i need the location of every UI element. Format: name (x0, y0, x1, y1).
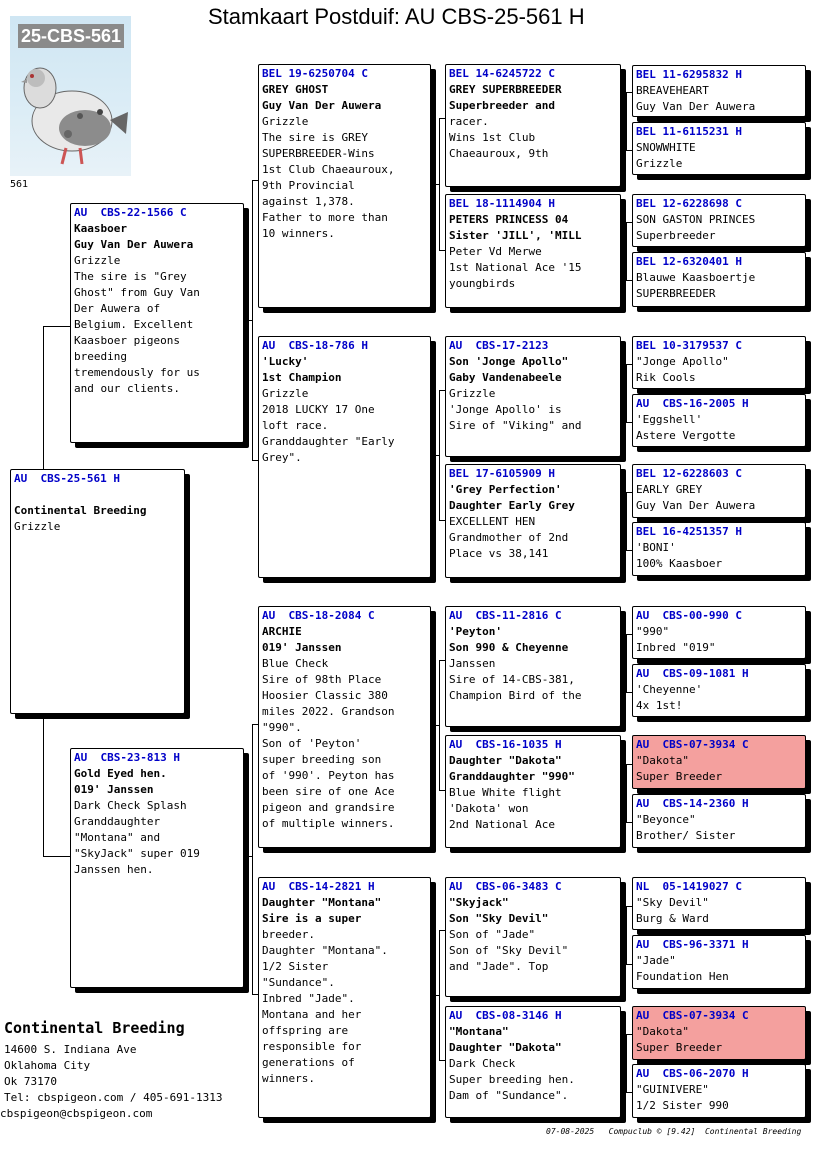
connector (430, 455, 439, 456)
ring-number: AU CBS-22-1566 C (74, 206, 187, 219)
connector (430, 995, 439, 996)
great-grandparent-box[interactable] (632, 794, 806, 848)
pigeon-info-line: Place vs 38,141 (449, 547, 549, 560)
connector (43, 716, 44, 856)
dam-dam-dam-box[interactable] (445, 1006, 621, 1118)
pigeon-info-line: Grizzle (449, 387, 496, 400)
pigeon-info-line: and "Jade". Top (449, 960, 549, 973)
great-grandparent-box[interactable] (632, 1064, 806, 1118)
pigeon-info-line: "Sky Devil" (636, 896, 709, 909)
ring-number: BEL 12-6320401 H (636, 255, 742, 268)
ring-number: BEL 11-6115231 H (636, 125, 742, 138)
pigeon-info-line: Daughter "Montana". (262, 944, 388, 957)
pigeon-info-line: been sire of one Ace (262, 785, 395, 798)
connector (243, 320, 252, 321)
pigeon-info-line: Sire is a super (262, 912, 362, 925)
great-grandparent-box[interactable] (632, 122, 806, 175)
connector (626, 764, 627, 822)
pigeon-info-line: Janssen hen. (74, 863, 154, 876)
page-title: Stamkaart Postduif: AU CBS-25-561 H (208, 4, 585, 29)
connector (626, 222, 627, 280)
great-grandparent-box[interactable] (632, 336, 806, 389)
pigeon-info-line: GREY SUPERBREEDER (449, 83, 562, 96)
pigeon-info-line: ARCHIE (262, 625, 302, 638)
pigeon-info-line: 'Jonge Apollo' is (449, 403, 562, 416)
ring-number: AU CBS-08-3146 H (449, 1009, 562, 1022)
dam-sire-sire-box[interactable] (445, 606, 621, 727)
pigeon-info-line: SNOWWHITE (636, 141, 696, 154)
breeder-state-zip: Ok 73170 (4, 1075, 57, 1088)
ring-number: BEL 12-6228698 C (636, 197, 742, 210)
great-grandparent-box-highlighted[interactable] (632, 735, 806, 789)
pigeon-info-line: Superbreeder and (449, 99, 555, 112)
ring-number: AU CBS-16-2005 H (636, 397, 749, 410)
pigeon-info-line: "Sundance". (262, 976, 335, 989)
pigeon-info-line: 4x 1st! (636, 699, 683, 712)
pigeon-info-line: Grizzle (636, 157, 683, 170)
dam-dam-sire-box[interactable] (445, 877, 621, 997)
pigeon-info-line: Sire of 98th Place (262, 673, 382, 686)
pigeon-info-line: of multiple winners. (262, 817, 395, 830)
pigeon-info-line: loft race. (262, 419, 329, 432)
pigeon-info-line: "Jade" (636, 954, 676, 967)
ring-number: AU CBS-23-813 H (74, 751, 180, 764)
pigeon-info-line: 2nd National Ace (449, 818, 555, 831)
pigeon-photo (10, 16, 131, 176)
ring-number: BEL 11-6295832 H (636, 68, 742, 81)
ring-number: AU CBS-18-786 H (262, 339, 368, 352)
pigeon-info-line: 10 winners. (262, 227, 335, 240)
connector (626, 492, 627, 550)
connector (430, 184, 439, 185)
pigeon-info-line: Sister 'JILL', 'MILL (449, 229, 582, 242)
pigeon-info-line: 'BONI' (636, 541, 676, 554)
pigeon-info-line: offspring are (262, 1024, 349, 1037)
great-grandparent-box[interactable] (632, 194, 806, 247)
pigeon-info-line: 'Dakota' won (449, 802, 529, 815)
pigeon-info-line: 'Lucky' (262, 355, 309, 368)
pigeon-info-line: racer. (449, 115, 489, 128)
ring-number: BEL 10-3179537 C (636, 339, 742, 352)
pigeon-info-line: The sire is GREY (262, 131, 368, 144)
pigeon-info-line: Son of 'Peyton' (262, 737, 362, 750)
photo-label: 25-CBS-561 (18, 24, 124, 48)
connector (43, 326, 44, 470)
pigeon-info-line: 1st Club Chaeauroux, (262, 163, 395, 176)
pigeon-info-line: SUPERBREEDER (636, 287, 716, 300)
pigeon-info-line: Der Auwera of (74, 302, 161, 315)
pigeon-info-line: Grey". (262, 451, 302, 464)
pigeon-info-line: Wins 1st Club (449, 131, 536, 144)
pigeon-info-line: Dam of "Sundance". (449, 1089, 569, 1102)
photo-number: 561 (10, 179, 29, 190)
pigeon-info-line: Granddaughter (74, 815, 161, 828)
ring-number: AU CBS-14-2821 H (262, 880, 375, 893)
pigeon-info-line: Father to more than (262, 211, 388, 224)
connector (439, 660, 440, 790)
pigeon-info-line: Champion Bird of the (449, 689, 582, 702)
pigeon-info-line: Guy Van Der Auwera (262, 99, 382, 112)
pigeon-info-line: 9th Provincial (262, 179, 355, 192)
pigeon-info-line: "990" (636, 625, 670, 638)
pigeon-info-line: Peter Vd Merwe (449, 245, 542, 258)
ring-number: AU CBS-11-2816 C (449, 609, 562, 622)
great-grandparent-box[interactable] (632, 394, 806, 447)
pigeon-info-line: Ghost" from Guy Van (74, 286, 200, 299)
great-grandparent-box[interactable] (632, 877, 806, 930)
ring-number: AU CBS-25-561 H (14, 472, 120, 485)
pigeon-info-line: Rik Cools (636, 371, 696, 384)
connector (430, 725, 439, 726)
breeder-tel[interactable]: Tel: cbspigeon.com / 405-691-1313 (4, 1091, 223, 1104)
pigeon-info-line: Grandmother of 2nd (449, 531, 569, 544)
pigeon-info-line: "GUINIVERE" (636, 1083, 709, 1096)
pigeon-info-line: Burg & Ward (636, 912, 709, 925)
pigeon-info-line: 1/2 Sister 990 (636, 1099, 729, 1112)
pigeon-info-line: Daughter "Montana" (262, 896, 382, 909)
ring-number: AU CBS-14-2360 H (636, 797, 749, 810)
pigeon-info-line: "Skyjack" (449, 896, 509, 909)
ring-number: AU CBS-07-3934 C (636, 738, 749, 751)
pigeon-info-line: Guy Van Der Auwera (636, 499, 756, 512)
pigeon-info-line: Son "Sky Devil" (449, 912, 549, 925)
connector (43, 856, 70, 857)
pigeon-info-line: super breeding son (262, 753, 382, 766)
pigeon-info-line: Super Breeder (636, 770, 723, 783)
pigeon-info-line: pigeon and grandsire (262, 801, 395, 814)
footer (546, 1127, 801, 1136)
pigeon-info-line: Chaeauroux, 9th (449, 147, 549, 160)
pigeon-info-line: Gaby Vandenabeele (449, 371, 562, 384)
connector (439, 930, 440, 1060)
ring-number: AU CBS-18-2084 C (262, 609, 375, 622)
pigeon-info-line: "SkyJack" super 019 (74, 847, 200, 860)
pigeon-info-line: winners. (262, 1072, 315, 1085)
pigeon-info-line: 1st Champion (262, 371, 342, 384)
great-grandparent-box[interactable] (632, 252, 806, 307)
connector (252, 180, 253, 460)
pigeon-info-line: Janssen (449, 657, 496, 670)
breeder-email[interactable]: cbspigeon@cbspigeon.com (0, 1107, 153, 1120)
pigeon-info-line: against 1,378. (262, 195, 355, 208)
pigeon-info-line: 'Grey Perfection' (449, 483, 562, 496)
pigeon-info-line: Son of "Jade" (449, 928, 536, 941)
pigeon-info-line: 1st National Ace '15 (449, 261, 582, 274)
pigeon-info-line: Dark Check (449, 1057, 516, 1070)
pigeon-info-line: Dark Check Splash (74, 799, 187, 812)
ring-number: AU CBS-16-1035 H (449, 738, 562, 751)
dam-dam-box[interactable] (258, 877, 431, 1118)
pigeon-info-line: Montana and her (262, 1008, 362, 1021)
pigeon-info-line: Daughter "Dakota" (449, 1041, 562, 1054)
pigeon-info-line: "Montana" and (74, 831, 161, 844)
pigeon-info-line: 100% Kaasboer (636, 557, 723, 570)
pigeon-info-line: Blue White flight (449, 786, 562, 799)
sire-sire-dam-box[interactable] (445, 194, 621, 308)
sire-box[interactable] (70, 203, 244, 443)
pigeon-info-line: Inbred "Jade". (262, 992, 355, 1005)
connector (626, 1034, 627, 1092)
pigeon-info-line: 'Cheyenne' (636, 683, 703, 696)
pigeon-info-line: Sire of 14-CBS-381, (449, 673, 575, 686)
pigeon-info-line: Kaasboer pigeons (74, 334, 180, 347)
connector (439, 118, 440, 250)
ring-number: AU CBS-17-2123 (449, 339, 549, 352)
pigeon-info-line: BREAVEHEART (636, 84, 709, 97)
pigeon-info-line: Granddaughter "Early (262, 435, 395, 448)
pigeon-info-line: Grizzle (14, 520, 61, 533)
pigeon-info-line: Sire of "Viking" and (449, 419, 582, 432)
ring-number: BEL 19-6250704 C (262, 67, 368, 80)
subject-pigeon-box[interactable] (10, 469, 185, 714)
pigeon-info-line: Brother/ Sister (636, 829, 736, 842)
pigeon-info-line: Granddaughter "990" (449, 770, 575, 783)
footer-date: 07-08-2025 (546, 1127, 595, 1136)
great-grandparent-box[interactable] (632, 65, 806, 117)
pigeon-info-line: breeder. (262, 928, 315, 941)
sire-sire-box[interactable] (258, 64, 431, 308)
great-grandparent-box-highlighted[interactable] (632, 1006, 806, 1060)
connector (439, 390, 440, 520)
sire-sire-sire-box[interactable] (445, 64, 621, 187)
pigeon-info-line: "Dakota" (636, 754, 689, 767)
sire-dam-dam-box[interactable] (445, 464, 621, 578)
pigeon-info-line: SON GASTON PRINCES (636, 213, 756, 226)
pigeon-info-line: miles 2022. Grandson (262, 705, 395, 718)
pigeon-info-line: Gold Eyed hen. (74, 767, 167, 780)
pigeon-info-line: 'Peyton' (449, 625, 502, 638)
ring-number: AU CBS-00-990 C (636, 609, 742, 622)
pigeon-info-line: Hoosier Classic 380 (262, 689, 388, 702)
pigeon-info-line: Super breeding hen. (449, 1073, 575, 1086)
great-grandparent-box[interactable] (632, 522, 806, 576)
pigeon-info-line: "Montana" (449, 1025, 509, 1038)
pigeon-info-line: EXCELLENT HEN (449, 515, 536, 528)
pigeon-info-line: Son 990 & Cheyenne (449, 641, 569, 654)
ring-number: BEL 17-6105909 H (449, 467, 555, 480)
connector (626, 634, 627, 692)
pigeon-info-line: Inbred "019" (636, 641, 716, 654)
pigeon-info-line: 1/2 Sister (262, 960, 329, 973)
pigeon-info-line: Superbreeder (636, 229, 716, 242)
pigeon-info-line: Astere Vergotte (636, 429, 736, 442)
sire-dam-box[interactable] (258, 336, 431, 578)
pigeon-info-line: The sire is "Grey (74, 270, 187, 283)
pigeon-info-line: GREY GHOST (262, 83, 329, 96)
pigeon-info-line: and our clients. (74, 382, 180, 395)
pigeon-info-line: Foundation Hen (636, 970, 729, 983)
ring-number: NL 05-1419027 C (636, 880, 742, 893)
pigeon-info-line: "990". (262, 721, 302, 734)
dam-sire-dam-box[interactable] (445, 735, 621, 848)
pigeon-info-line: Guy Van Der Auwera (74, 238, 194, 251)
pigeon-info-line: EARLY GREY (636, 483, 703, 496)
ring-number: AU CBS-06-3483 C (449, 880, 562, 893)
dam-sire-box[interactable] (258, 606, 431, 848)
sire-dam-sire-box[interactable] (445, 336, 621, 457)
connector (626, 92, 627, 150)
pigeon-info-line: Grizzle (262, 387, 309, 400)
pigeon-info-line: SUPERBREEDER-Wins (262, 147, 375, 160)
pigeon-info-line: Blue Check (262, 657, 329, 670)
connector (43, 326, 70, 327)
pigeon-info-line: "Jonge Apollo" (636, 355, 729, 368)
pigeon-info-line: Grizzle (74, 254, 121, 267)
pigeon-info-line: Belgium. Excellent (74, 318, 194, 331)
connector (243, 856, 252, 857)
great-grandparent-box[interactable] (632, 606, 806, 659)
pigeon-info-line: Son of "Sky Devil" (449, 944, 569, 957)
ring-number: AU CBS-09-1081 H (636, 667, 749, 680)
great-grandparent-box[interactable] (632, 464, 806, 518)
pigeon-info-line: responsible for (262, 1040, 362, 1053)
breeder-info (0, 1018, 223, 1122)
pigeon-info-line: Guy Van Der Auwera (636, 100, 756, 113)
pigeon-info-line: 'Eggshell' (636, 413, 703, 426)
ring-number: BEL 14-6245722 C (449, 67, 555, 80)
pigeon-info-line: tremendously for us (74, 366, 200, 379)
pigeon-info-line: 2018 LUCKY 17 One (262, 403, 375, 416)
breeder-address: 14600 S. Indiana Ave (4, 1043, 137, 1056)
pigeon-info-line: Daughter Early Grey (449, 499, 575, 512)
pigeon-info-line: Grizzle (262, 115, 309, 128)
ring-number: AU CBS-07-3934 C (636, 1009, 749, 1022)
pigeon-info-line: breeding (74, 350, 127, 363)
pigeon-info-line: youngbirds (449, 277, 516, 290)
ring-number: AU CBS-06-2070 H (636, 1067, 749, 1080)
pigeon-info-line: 019' Janssen (262, 641, 342, 654)
footer-owner: Continental Breeding (704, 1127, 802, 1136)
pigeon-info-line: Super Breeder (636, 1041, 723, 1054)
pigeon-info-line: "Dakota" (636, 1025, 689, 1038)
breeder-city: Oklahoma City (4, 1059, 91, 1072)
breeder-name: Continental Breeding (4, 1019, 185, 1037)
pigeon-info-line: generations of (262, 1056, 355, 1069)
pigeon-info-line: 019' Janssen (74, 783, 154, 796)
pigeon-info-line: Kaasboer (74, 222, 127, 235)
connector (252, 724, 253, 994)
great-grandparent-box[interactable] (632, 935, 806, 989)
pigeon-info-line: Continental Breeding (14, 504, 147, 517)
pigeon-info-line: PETERS PRINCESS 04 (449, 213, 569, 226)
ring-number: AU CBS-96-3371 H (636, 938, 749, 951)
connector (626, 906, 627, 964)
ring-number: BEL 16-4251357 H (636, 525, 742, 538)
pigeon-info-line: of '990'. Peyton has (262, 769, 395, 782)
dam-box[interactable] (70, 748, 244, 988)
great-grandparent-box[interactable] (632, 664, 806, 717)
pigeon-info-line (14, 487, 181, 503)
pigeon-icon (10, 16, 131, 176)
ring-number: BEL 12-6228603 C (636, 467, 742, 480)
pigeon-info-line: "Beyonce" (636, 813, 696, 826)
footer-software: Compuclub © [9.42] (608, 1127, 696, 1136)
ring-number: BEL 18-1114904 H (449, 197, 555, 210)
connector (626, 364, 627, 422)
pigeon-info-line: Blauwe Kaasboertje (636, 271, 756, 284)
pigeon-info-line: Son 'Jonge Apollo" (449, 355, 569, 368)
pigeon-info-line: Daughter "Dakota" (449, 754, 562, 767)
